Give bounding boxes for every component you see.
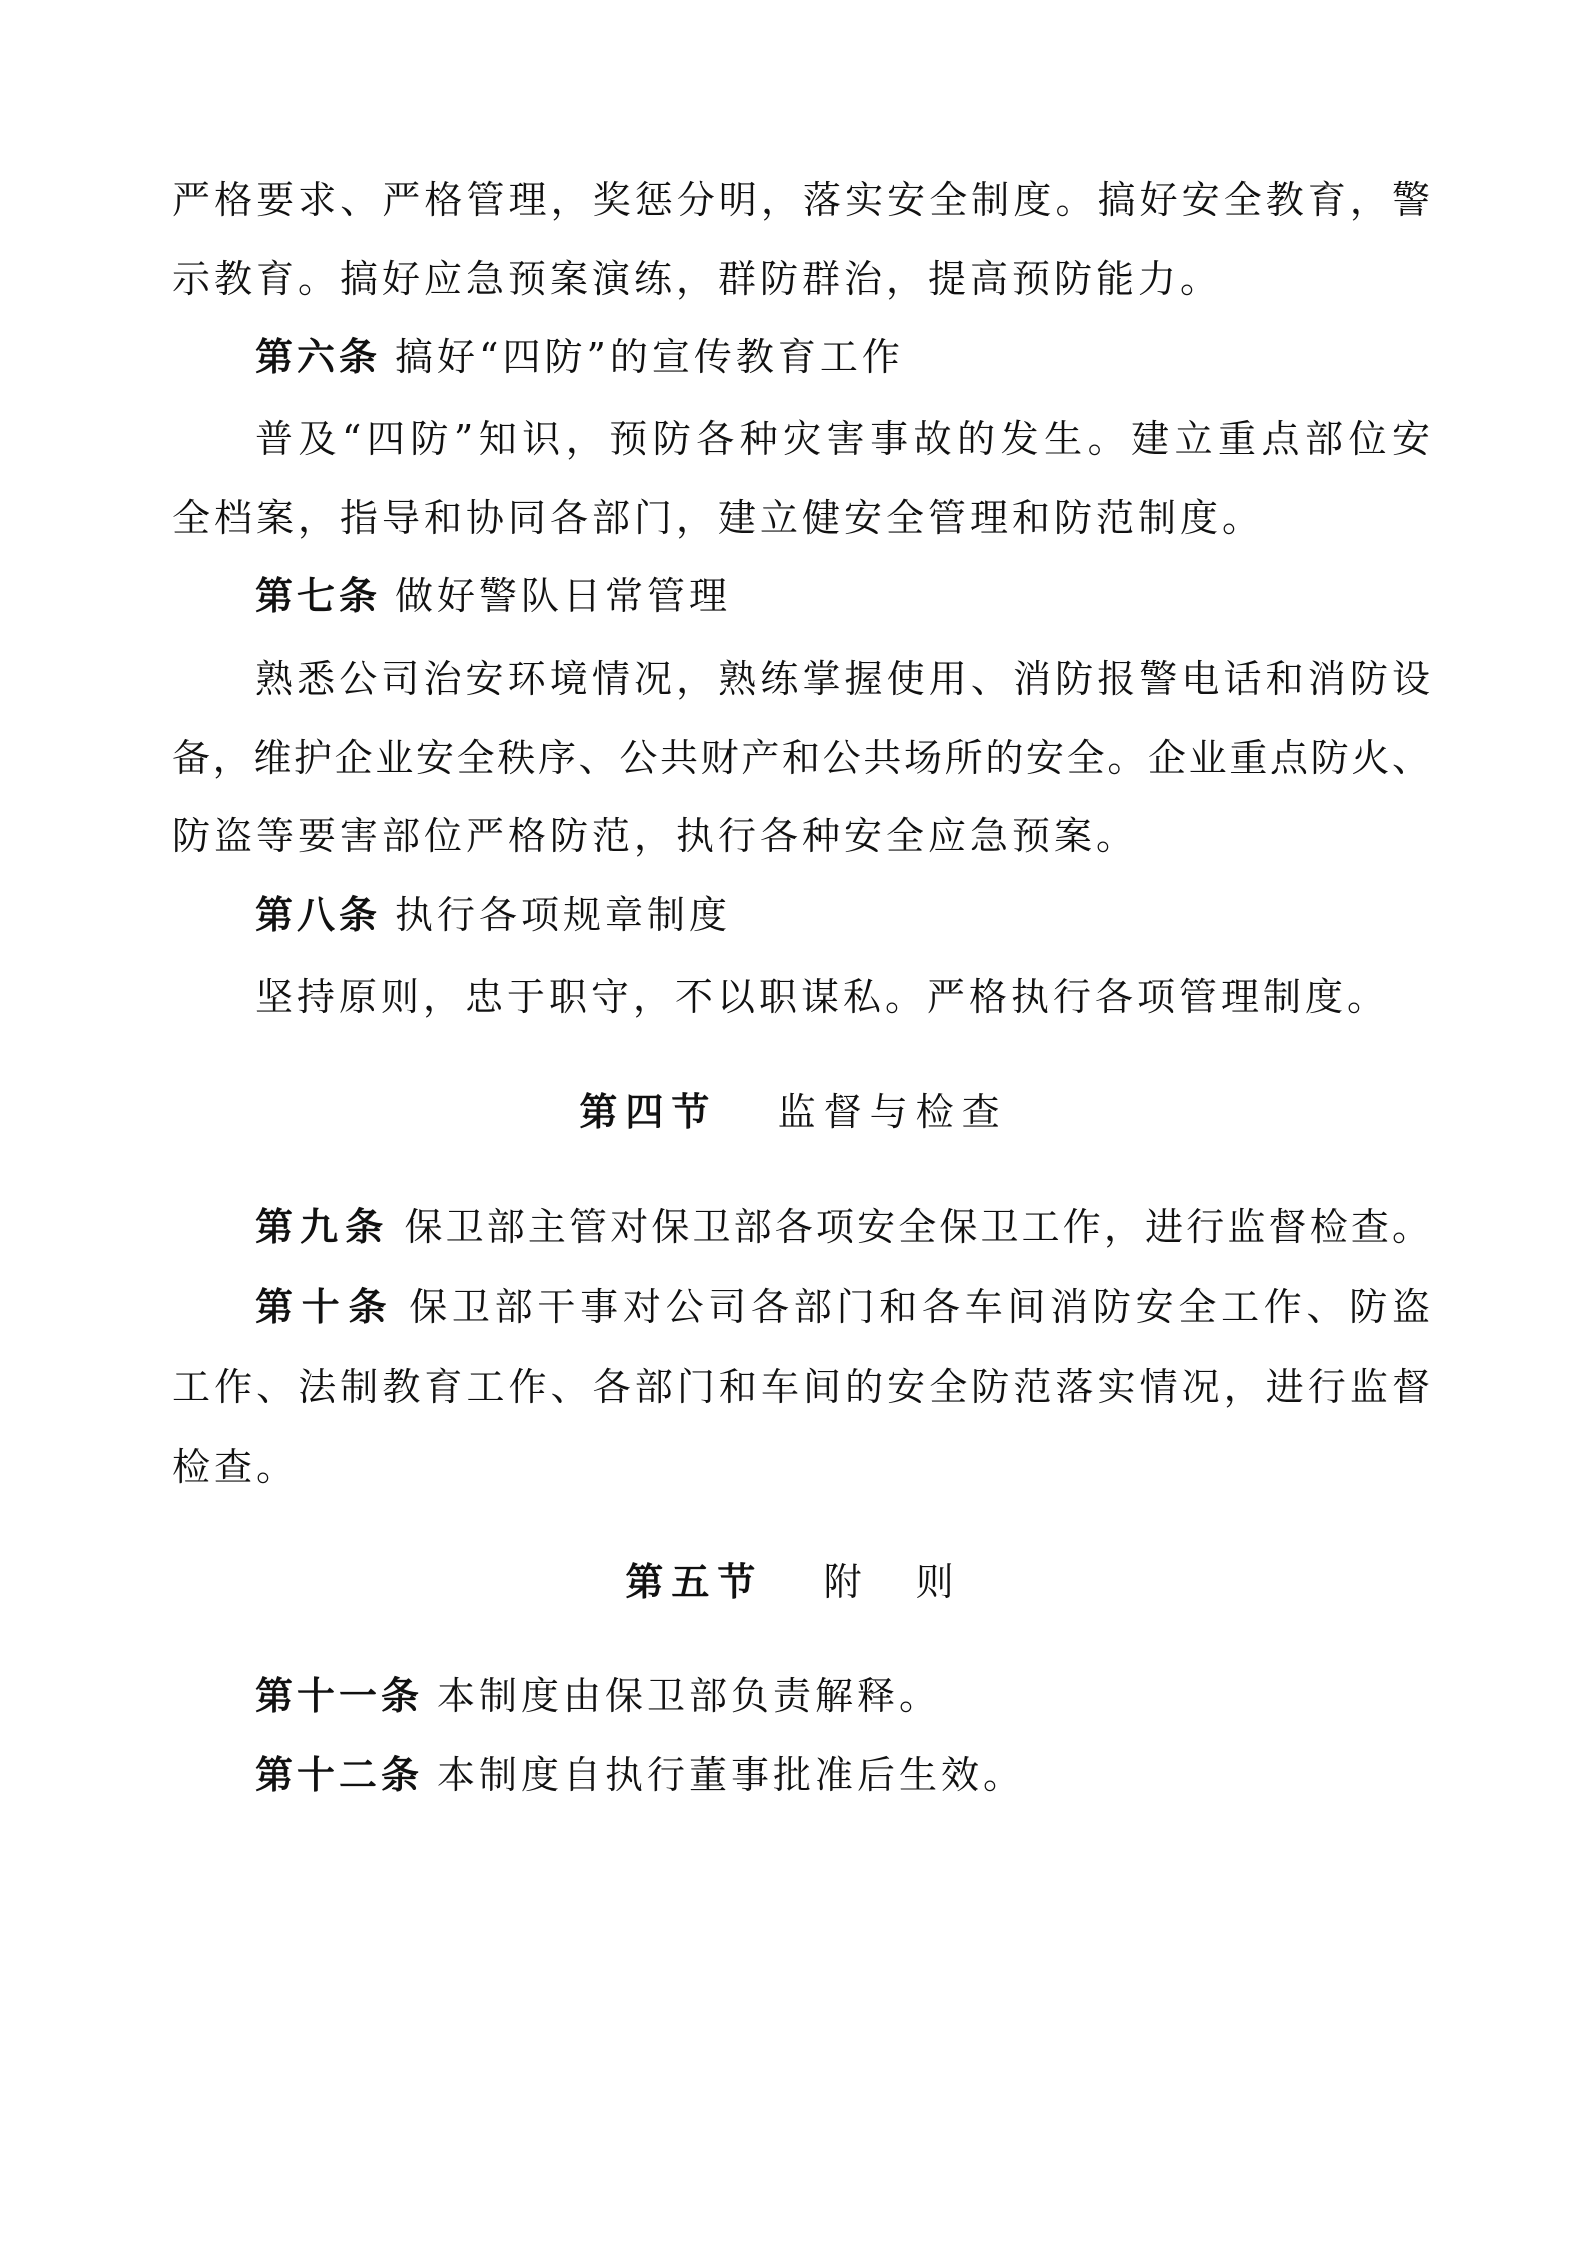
- article-body: 保卫部干事对公司各部门和各车间消防安全工作、防盗: [409, 1285, 1430, 1329]
- paragraph-line: 示教育。搞好应急预案演练，群防群治，提高预防能力。: [172, 257, 1223, 301]
- article-title: 执行各项规章制度: [395, 893, 732, 937]
- article-title: 做好警队日常管理: [395, 574, 732, 618]
- paragraph-line: 全档案，指导和协同各部门，建立健安全管理和防范制度。: [172, 496, 1265, 540]
- paragraph-line: 严格要求、严格管理，奖惩分明，落实安全制度。搞好安全教育，警: [172, 178, 1430, 222]
- article-label: 第十二条: [255, 1752, 424, 1797]
- section-title: 监督与检查: [777, 1090, 1008, 1134]
- article-12: [255, 1751, 1430, 1799]
- article-body: 保卫部主管对保卫部各项安全保卫工作，进行监督检查。: [404, 1205, 1430, 1249]
- article-6-heading: [255, 333, 1430, 381]
- article-title: 搞好“四防”的宣传教育工作: [395, 335, 904, 379]
- article-label: 第八条: [255, 892, 382, 937]
- paragraph-line: 熟悉公司治安环境情况，熟练掌握使用、消防报警电话和消防设: [255, 657, 1430, 701]
- section-5-heading: [0, 1558, 1587, 1606]
- article-label: 第九条: [255, 1204, 391, 1249]
- article-body: 本制度由保卫部负责解释。: [437, 1674, 942, 1718]
- section-4-heading: [0, 1088, 1587, 1136]
- article-8-heading: [255, 891, 1430, 939]
- paragraph-line: 防盗等要害部位严格防范，执行各种安全应急预案。: [172, 814, 1139, 858]
- article-body: 本制度自执行董事批准后生效。: [437, 1753, 1026, 1797]
- article-10: [255, 1283, 1430, 1331]
- article-9: [255, 1203, 1430, 1251]
- article-label: 第十一条: [255, 1673, 424, 1718]
- section-number: 第四节: [579, 1089, 718, 1134]
- paragraph-line: 检查。: [172, 1445, 299, 1489]
- section-title: 附 则: [823, 1560, 962, 1604]
- paragraph-line: 工作、法制教育工作、各部门和车间的安全防范落实情况，进行监督: [172, 1365, 1430, 1409]
- article-11: [255, 1672, 1430, 1720]
- article-7-heading: [255, 572, 1430, 620]
- article-label: 第六条: [255, 334, 382, 379]
- article-label: 第十条: [255, 1284, 396, 1329]
- article-label: 第七条: [255, 573, 382, 618]
- paragraph-line: 坚持原则，忠于职守，不以职谋私。严格执行各项管理制度。: [255, 975, 1390, 1019]
- section-number: 第五节: [625, 1559, 764, 1604]
- paragraph-line: 普及“四防”知识，预防各种灾害事故的发生。建立重点部位安: [255, 417, 1430, 461]
- paragraph-line: 备，维护企业安全秩序、公共财产和公共场所的安全。企业重点防火、: [172, 736, 1430, 780]
